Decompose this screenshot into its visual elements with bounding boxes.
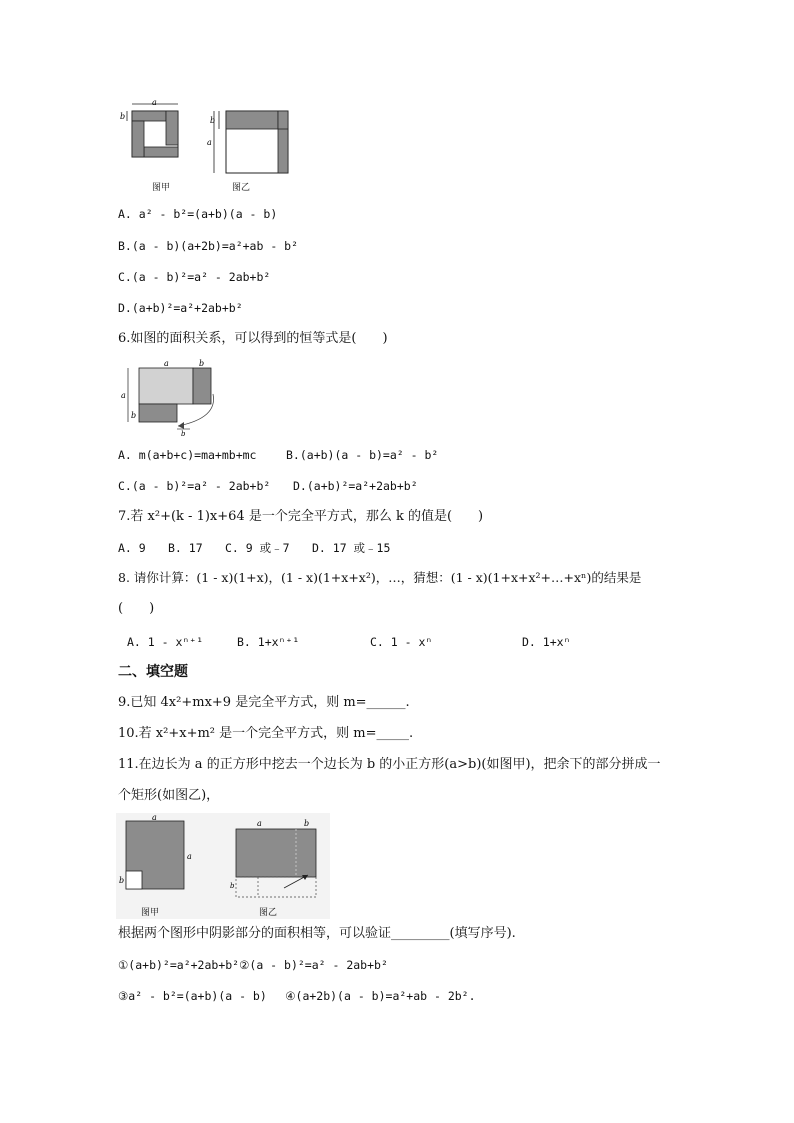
fig1-label-a-top: a (152, 98, 157, 107)
fig1-label-a-right: a (207, 138, 212, 147)
q11-choices-line2: ③a² - b²=(a+b)(a - b) ④(a+2b)(a - b)=a²+ab - 2b². (118, 989, 476, 1003)
q11-label-b-bottom: b (230, 882, 235, 890)
q6-label-a-left: a (121, 391, 126, 400)
q8-option-a: A. 1 - xⁿ⁺¹ (127, 635, 204, 649)
q11-choices-line1: ①(a+b)²=a²+2ab+b²②(a - b)²=a² - 2ab+b² (118, 958, 388, 972)
q7-option-b: B. 17 (168, 541, 203, 555)
q11-label-b-left: b (119, 876, 125, 885)
q8-option-d: D. 1+xⁿ (522, 635, 571, 649)
q6-option-d: D.(a+b)²=a²+2ab+b² (293, 479, 418, 493)
q7-option-c: C. 9 或﹣7 (225, 541, 290, 555)
section-fill-in-title: 二、填空题 (118, 664, 188, 680)
q8-paren: ( ) (118, 601, 155, 616)
q11-label-a-right-fig: a (257, 819, 262, 828)
q6-option-c: C.(a - b)²=a² - 2ab+b² (118, 479, 271, 493)
q6-label-a-top: a (164, 359, 169, 368)
q11-label-b-right-fig: b (304, 819, 310, 828)
q11-label-a-right: a (187, 852, 192, 861)
q11-prompt: 根据两个图形中阴影部分的面积相等，可以验证_________(填写序号). (118, 926, 516, 941)
fig1-caption-right: 图乙 (232, 183, 251, 193)
q11-stem-line2: 个矩形(如图乙)， (118, 788, 220, 803)
fig1-label-b-left: b (120, 112, 126, 121)
q6-label-b-top: b (199, 359, 205, 368)
q6-label-b-bottom: b (181, 430, 186, 436)
q6-label-b-left: b (131, 411, 137, 420)
q8-option-c: C. 1 - xⁿ (370, 635, 433, 649)
fig1-caption-left: 图甲 (152, 183, 171, 193)
figure-top-drawing (118, 98, 298, 190)
q11-caption-right: 图乙 (259, 908, 278, 918)
q11-label-a-top: a (152, 813, 157, 822)
figure-q11 (116, 813, 330, 919)
figure-q11-drawing (116, 813, 330, 919)
q6-row2 (118, 477, 418, 495)
q5-option-b: B.(a - b)(a+2b)=a²+ab - b² (118, 239, 299, 253)
q6-row1 (118, 446, 439, 464)
q11-caption-left: 图甲 (141, 908, 160, 918)
q5-option-c: C.(a - b)²=a² - 2ab+b² (118, 270, 271, 284)
q8-stem: 8. 请你计算：(1 - x)(1+x)，(1 - x)(1+x+x²)，…，猜想：(1 - x)(1+x+x²+…+xⁿ)的结果是 (118, 570, 642, 585)
figure-top (118, 98, 298, 193)
q6-stem: 6.如图的面积关系，可以得到的恒等式是( ) (118, 331, 388, 346)
figure-q6-drawing (118, 356, 228, 436)
q6-option-a: A. m(a+b+c)=ma+mb+mc (118, 448, 257, 462)
q6-option-b: B.(a+b)(a - b)=a² - b² (286, 448, 439, 462)
q7-options (118, 539, 391, 557)
q7-option-a: A. 9 (118, 541, 146, 555)
q11-stem-line1: 11.在边长为 a 的正方形中挖去一个边长为 b 的小正方形(a>b)(如图甲)，把余下的部分拼成一 (118, 757, 661, 772)
figure-q6 (118, 356, 228, 436)
q10-text: 10.若 x²+x+m² 是一个完全平方式，则 m=_____. (118, 726, 414, 741)
q9-text: 9.已知 4x²+mx+9 是完全平方式，则 m=______. (118, 695, 410, 710)
q7-stem: 7.若 x²+(k - 1)x+64 是一个完全平方式，那么 k 的值是( ) (118, 509, 484, 524)
q5-option-d: D.(a+b)²=a²+2ab+b² (118, 301, 243, 315)
q8-options (127, 633, 571, 651)
fig1-label-b-right: b (210, 116, 216, 125)
q5-option-a: A. a² - b²=(a+b)(a - b) (118, 207, 278, 221)
q8-option-b: B. 1+xⁿ⁺¹ (237, 635, 300, 649)
q7-option-d: D. 17 或﹣15 (312, 541, 391, 555)
